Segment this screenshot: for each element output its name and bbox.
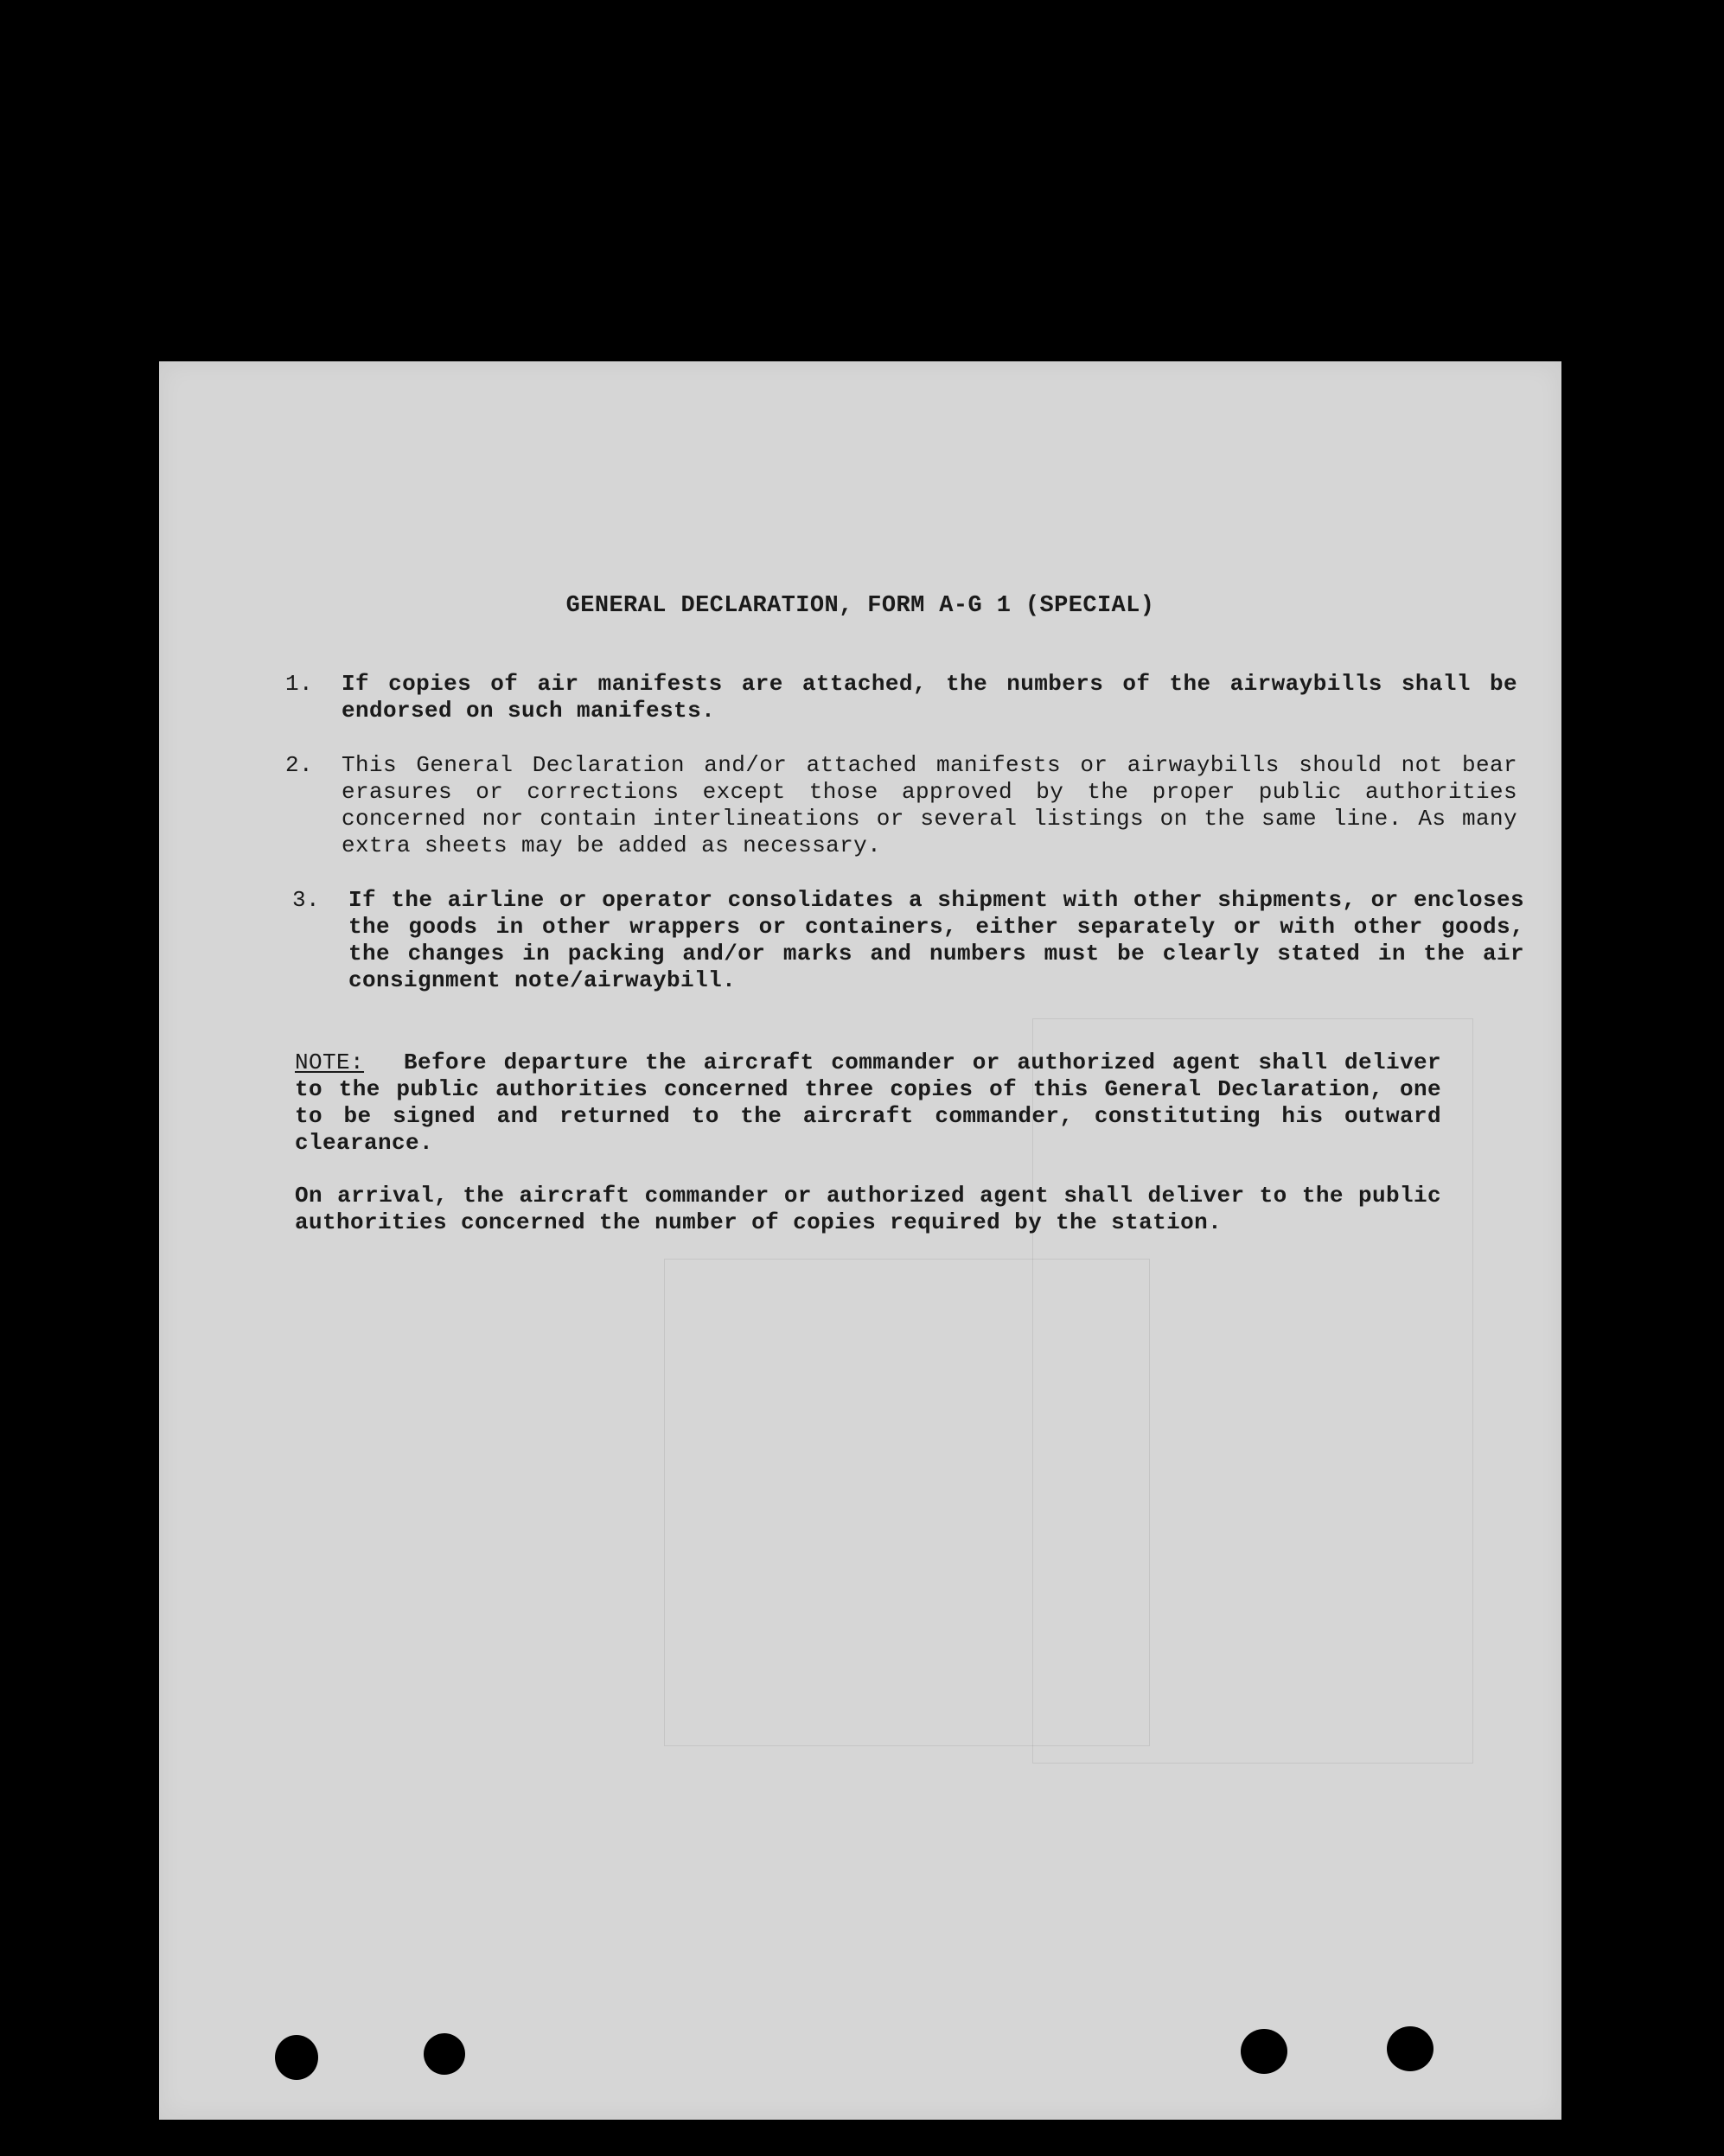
item-text: This General Declaration and/or attached manifests or airwaybills should not bear erasures or corrections except those approved by the proper public authorities concerned nor contain interlineations or several listings on the same line. As many extra sheets may be added as necessary. [342,752,1517,858]
item-text: If copies of air manifests are attached, the numbers of the airwaybills shall be endorsed on such manifests. [342,671,1517,724]
item-number: 2. [285,752,314,778]
punch-hole [1241,2029,1287,2074]
document-body [159,361,1561,2120]
note-label: NOTE: [295,1049,365,1075]
punch-hole [1387,2026,1433,2071]
arrival-paragraph: On arrival, the aircraft commander or authorized agent shall deliver to the public authorities concerned the number of copies required by the station. [295,1183,1441,1235]
note-text: Before departure the aircraft commander or authorized agent shall deliver to the public authorities concerned three copies of this General Declaration, one to be signed and returned to the aircraft commander, constituting his outward clearance. [295,1049,1441,1156]
punch-hole [275,2035,318,2080]
document-page [159,361,1561,2120]
document-title: GENERAL DECLARATION, FORM A-G 1 (SPECIAL) [565,593,1155,619]
punch-hole [424,2033,465,2075]
item-number: 1. [285,671,314,697]
note-paragraph [295,1049,1441,1157]
item-number: 3. [292,887,321,913]
item-text: If the airline or operator consolidates a shipment with other shipments, or encloses the goods in other wrappers or containers, either separately or with other goods, the changes in packing and/or marks and numbers must be clearly stated in the air consignment note/airwaybill. [348,887,1524,993]
